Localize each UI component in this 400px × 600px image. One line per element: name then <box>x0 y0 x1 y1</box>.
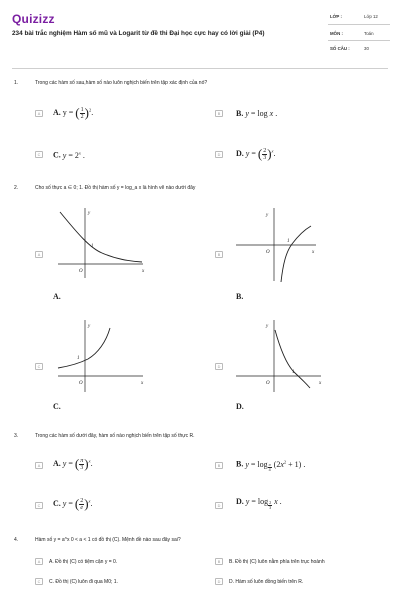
axis-y-label: y <box>88 211 91 216</box>
origin-label: O <box>79 381 83 386</box>
option-a[interactable] <box>53 105 93 121</box>
option-c[interactable] <box>53 150 85 160</box>
option-c[interactable]: C. Đồ thị (C) luôn đi qua M0; 1. <box>49 579 118 585</box>
option-lead: B. <box>236 109 244 118</box>
axis-x-label: x <box>141 381 144 386</box>
option-a[interactable]: A. Đồ thị (C) có tiệm cận y = 0. <box>49 559 118 565</box>
graph-a[interactable] <box>58 206 148 281</box>
option-box-d[interactable]: D <box>215 151 223 158</box>
math-expr: y = log $_{\frac{\pi}{4}}$ $(2x^2 + 1)$ . <box>245 459 306 473</box>
option-box-d[interactable]: D <box>215 363 223 370</box>
question-text: Trong các hàm số dưới đây, hàm số nào nghịch biến trên tập số thực R. <box>35 433 195 439</box>
question-text: Hàm số y = a^x 0 < a < 1 có đồ thị (C). Mệnh đề nào sau đây sai? <box>35 537 181 543</box>
meta-label-class: LỚP : <box>330 14 342 19</box>
meta-label-subject: MÔN : <box>330 31 343 36</box>
option-lead: D. <box>236 497 244 506</box>
math-expr: y = log $_{\frac{2}{3}}$ x . <box>245 497 282 510</box>
graph-label-b: B. <box>236 292 244 301</box>
option-d[interactable] <box>236 497 282 510</box>
origin-label: O <box>266 381 270 386</box>
meta-value-class: Lớp 12 <box>364 14 378 19</box>
axis-y-label: y <box>88 324 91 329</box>
meta-value-count: 30 <box>364 46 369 51</box>
math-expr: y = ( $\frac{\pi}{3}$ )$^x$. <box>62 456 93 471</box>
axis-x-label: x <box>319 381 322 386</box>
option-box-c[interactable]: C <box>35 502 43 509</box>
math-expr: $y = 2^x$ . <box>62 150 85 160</box>
meta-label-count: SỐ CÂU : <box>330 46 350 51</box>
origin-label: O <box>79 269 83 274</box>
point-label: 1 <box>292 370 295 375</box>
option-box-c[interactable]: C <box>35 578 43 585</box>
question-number: 4. <box>14 537 19 543</box>
point-label: 1 <box>287 239 290 244</box>
point-label: 1 <box>91 244 94 249</box>
option-box-a[interactable]: A <box>35 110 43 117</box>
graph-b[interactable] <box>236 206 321 286</box>
question-text: Cho số thực a ∈ 0; 1. Đồ thị hàm số y = log_a x là hình vẽ nào dưới đây <box>35 185 196 191</box>
option-box-a[interactable]: A <box>35 462 43 469</box>
option-lead: C. <box>53 150 61 160</box>
math-expr: y = ( $\frac{2}{e}$ )$^x$. <box>62 496 93 511</box>
axis-x-label: x <box>312 250 315 255</box>
option-box-d[interactable]: D <box>215 578 223 585</box>
option-b[interactable] <box>236 459 305 472</box>
axis-y-label: y <box>266 324 269 329</box>
graph-label-d: D. <box>236 402 244 411</box>
option-b[interactable]: B. Đồ thị (C) luôn nằm phía trên trục hoành <box>229 559 325 565</box>
origin-label: O <box>266 250 270 255</box>
page-title: 234 bài trắc nghiệm Hàm số mũ và Logarit từ đề thi Đại học cực hay có lời giải (P4) <box>12 30 265 37</box>
graph-label-c: C. <box>53 402 61 411</box>
option-lead: B. <box>236 459 244 469</box>
math-expr: y = log x . <box>245 109 278 118</box>
option-lead: A. <box>53 458 61 468</box>
option-d[interactable]: D. Hàm số luôn đồng biến trên R. <box>229 579 304 585</box>
option-c[interactable] <box>53 496 93 512</box>
option-box-b[interactable]: B <box>215 110 223 117</box>
quizizz-logo: Quizizz <box>12 12 55 26</box>
option-lead: A. <box>53 107 61 117</box>
option-box-b[interactable]: B <box>215 558 223 565</box>
question-number: 1. <box>14 80 19 86</box>
point-label: 1 <box>77 356 80 361</box>
graph-d[interactable] <box>236 318 326 398</box>
question-number: 3. <box>14 433 19 439</box>
option-box-b[interactable]: B <box>215 462 223 469</box>
divider <box>328 40 390 41</box>
graph-label-a: A. <box>53 292 61 301</box>
math-expr: y = ( $\frac{2}{3}$ )$^x$. <box>245 146 276 161</box>
option-lead: D. <box>236 148 244 158</box>
option-b[interactable] <box>236 109 277 118</box>
math-expr: y = ( $\frac{1}{2}$ )$^2$. <box>62 105 94 120</box>
axis-y-label: y <box>266 213 269 218</box>
question-number: 2. <box>14 185 19 191</box>
header-divider <box>12 68 388 69</box>
option-box-d[interactable]: D <box>215 502 223 509</box>
divider <box>328 24 390 25</box>
option-box-a[interactable]: A <box>35 558 43 565</box>
option-a[interactable] <box>53 456 93 472</box>
question-text: Trong các hàm số sau,hàm số nào luôn nghịch biến trên tập xác định của nó? <box>35 80 208 86</box>
meta-value-subject: Toán <box>364 31 374 36</box>
graph-c[interactable] <box>58 318 148 398</box>
option-box-b[interactable]: B <box>215 251 223 258</box>
option-d[interactable] <box>236 146 276 162</box>
option-box-a[interactable]: A <box>35 251 43 258</box>
option-box-c[interactable]: C <box>35 363 43 370</box>
option-box-c[interactable]: C <box>35 151 43 158</box>
axis-x-label: x <box>142 269 145 274</box>
option-lead: C. <box>53 498 61 508</box>
